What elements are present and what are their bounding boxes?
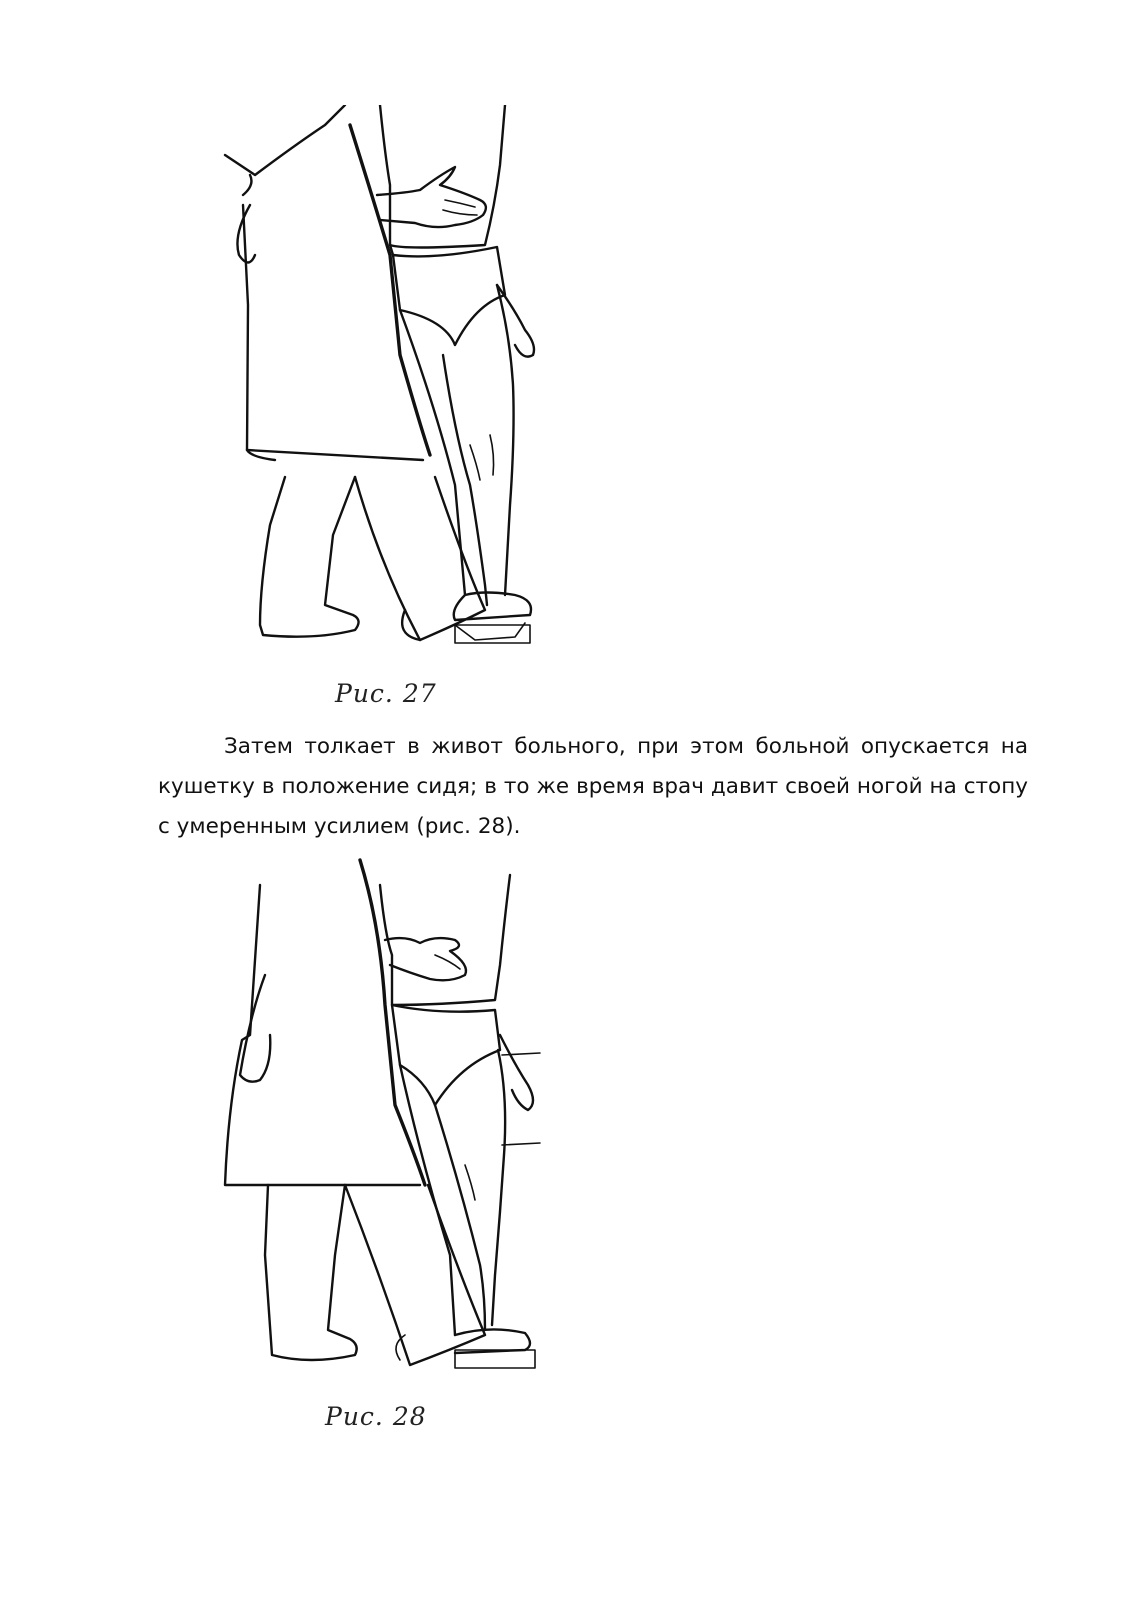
figure-27-caption: Рис. 27 bbox=[335, 679, 437, 708]
doctor-trousers bbox=[265, 1185, 357, 1360]
couch-edge bbox=[502, 1053, 540, 1055]
doctor-coat-outline bbox=[225, 885, 420, 1185]
patient-leg-left bbox=[400, 310, 465, 595]
doctor-hand bbox=[377, 167, 486, 227]
patient-underwear bbox=[393, 247, 505, 345]
patient-torso bbox=[380, 875, 510, 1005]
patient-leg-right bbox=[497, 285, 514, 595]
doctor-trousers bbox=[260, 477, 359, 637]
figure-27-illustration bbox=[215, 105, 555, 665]
figure-28-drawing bbox=[210, 855, 560, 1375]
doctor-coat-outline bbox=[225, 105, 345, 175]
patient-underwear bbox=[392, 1005, 500, 1105]
doctor-hand bbox=[385, 938, 466, 980]
figure-28-caption: Рис. 28 bbox=[325, 1402, 427, 1431]
figure-27-drawing bbox=[215, 105, 555, 665]
patient-leg-right bbox=[492, 1050, 505, 1325]
patient-leg-left bbox=[400, 1065, 455, 1335]
figure-28-illustration bbox=[210, 855, 560, 1375]
patient-foot bbox=[454, 593, 531, 621]
body-paragraph: Затем толкает в живот больного, при этом больной опускается на кушетку в положение сидя; в то же время врач давит своей ногой на стопу с умеренным усилием (рис. 28). bbox=[158, 734, 1028, 839]
doctor-coat-front bbox=[350, 125, 430, 455]
